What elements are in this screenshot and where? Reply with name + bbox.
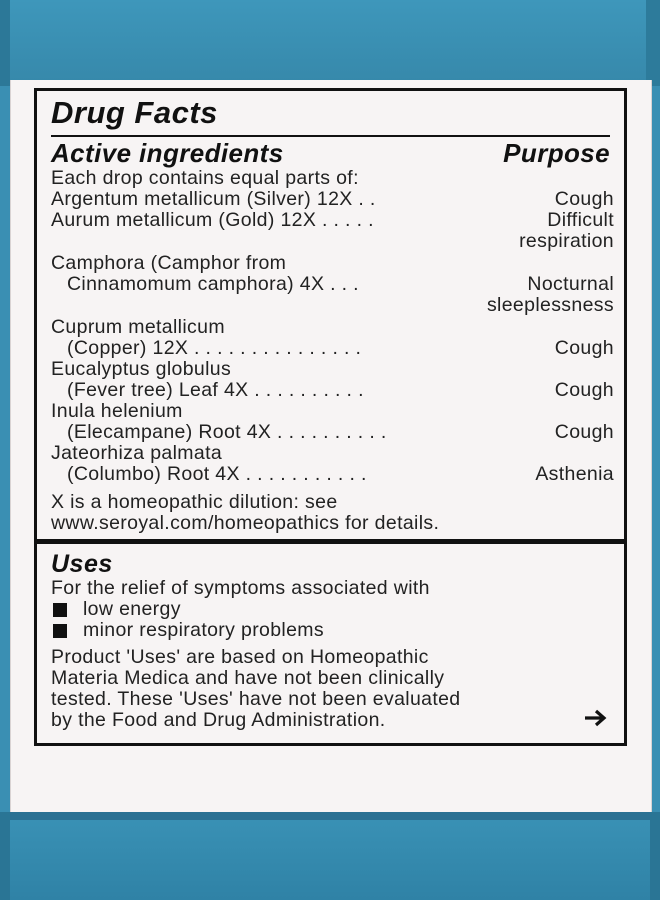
ingredient-purpose: Asthenia <box>535 463 614 485</box>
ingredient-line: Argentum metallicum (Silver) 12X . . <box>51 188 376 210</box>
ingredient-purpose: Cough <box>554 337 614 359</box>
drug-facts-box <box>34 88 627 746</box>
dilution-note: X is a homeopathic dilution: see <box>51 491 338 513</box>
ingredient-line: Inula helenium <box>51 400 183 422</box>
ingredient-line: (Copper) 12X . . . . . . . . . . . . . . . <box>67 337 362 359</box>
ingredient-line: Eucalyptus globulus <box>51 358 232 380</box>
ingredient-line: Jateorhiza palmata <box>51 442 223 464</box>
box-edge-left <box>0 0 10 86</box>
box-edge-right <box>650 812 660 900</box>
ingredient-line: (Columbo) Root 4X . . . . . . . . . . . <box>67 463 367 485</box>
uses-bullet-item: minor respiratory problems <box>83 619 325 641</box>
ingredient-line: Cinnamomum camphora) 4X . . . <box>67 273 359 295</box>
ingredient-purpose: Cough <box>554 379 614 401</box>
ingredient-line: (Fever tree) Leaf 4X . . . . . . . . . . <box>67 379 364 401</box>
active-ingredients-header: Active ingredients <box>51 138 284 168</box>
ingredient-line: Aurum metallicum (Gold) 12X . . . . . <box>51 209 374 231</box>
dilution-note: www.seroyal.com/homeopathics for details. <box>51 512 440 534</box>
ingredient-purpose: Difficult <box>547 209 614 231</box>
box-bottom-flap <box>0 812 660 900</box>
uses-title: Uses <box>51 550 113 578</box>
box-top-flap <box>0 0 660 86</box>
ingredient-purpose: respiration <box>519 230 614 252</box>
ingredient-purpose: Cough <box>554 421 614 443</box>
drug-facts-title: Drug Facts <box>51 95 218 130</box>
uses-bullet-item: low energy <box>83 598 181 620</box>
arrow-right-icon <box>584 708 608 734</box>
box-edge-right <box>646 0 660 86</box>
uses-disclaimer-line: Product 'Uses' are based on Homeopathic <box>51 646 429 668</box>
ingredient-purpose: sleeplessness <box>486 294 614 316</box>
ingredients-intro: Each drop contains equal parts of: <box>51 167 359 189</box>
box-shadow <box>0 812 660 820</box>
bullet-square-icon <box>53 624 67 638</box>
ingredient-line: Cuprum metallicum <box>51 316 225 338</box>
bullet-square-icon <box>53 603 67 617</box>
ingredient-purpose: Nocturnal <box>527 273 614 295</box>
box-edge-left <box>0 812 10 900</box>
purpose-header: Purpose <box>503 138 610 168</box>
uses-intro: For the relief of symptoms associated with <box>51 577 430 599</box>
ingredient-line: Camphora (Camphor from <box>51 252 287 274</box>
uses-disclaimer-line: Materia Medica and have not been clinically <box>51 667 445 689</box>
ingredient-purpose: Cough <box>554 188 614 210</box>
ingredient-line: (Elecampane) Root 4X . . . . . . . . . . <box>67 421 387 443</box>
uses-disclaimer-line: by the Food and Drug Administration. <box>51 709 386 731</box>
title-rule <box>51 135 610 137</box>
section-divider <box>37 539 624 544</box>
uses-disclaimer-line: tested. These 'Uses' have not been evaluated <box>51 688 461 710</box>
